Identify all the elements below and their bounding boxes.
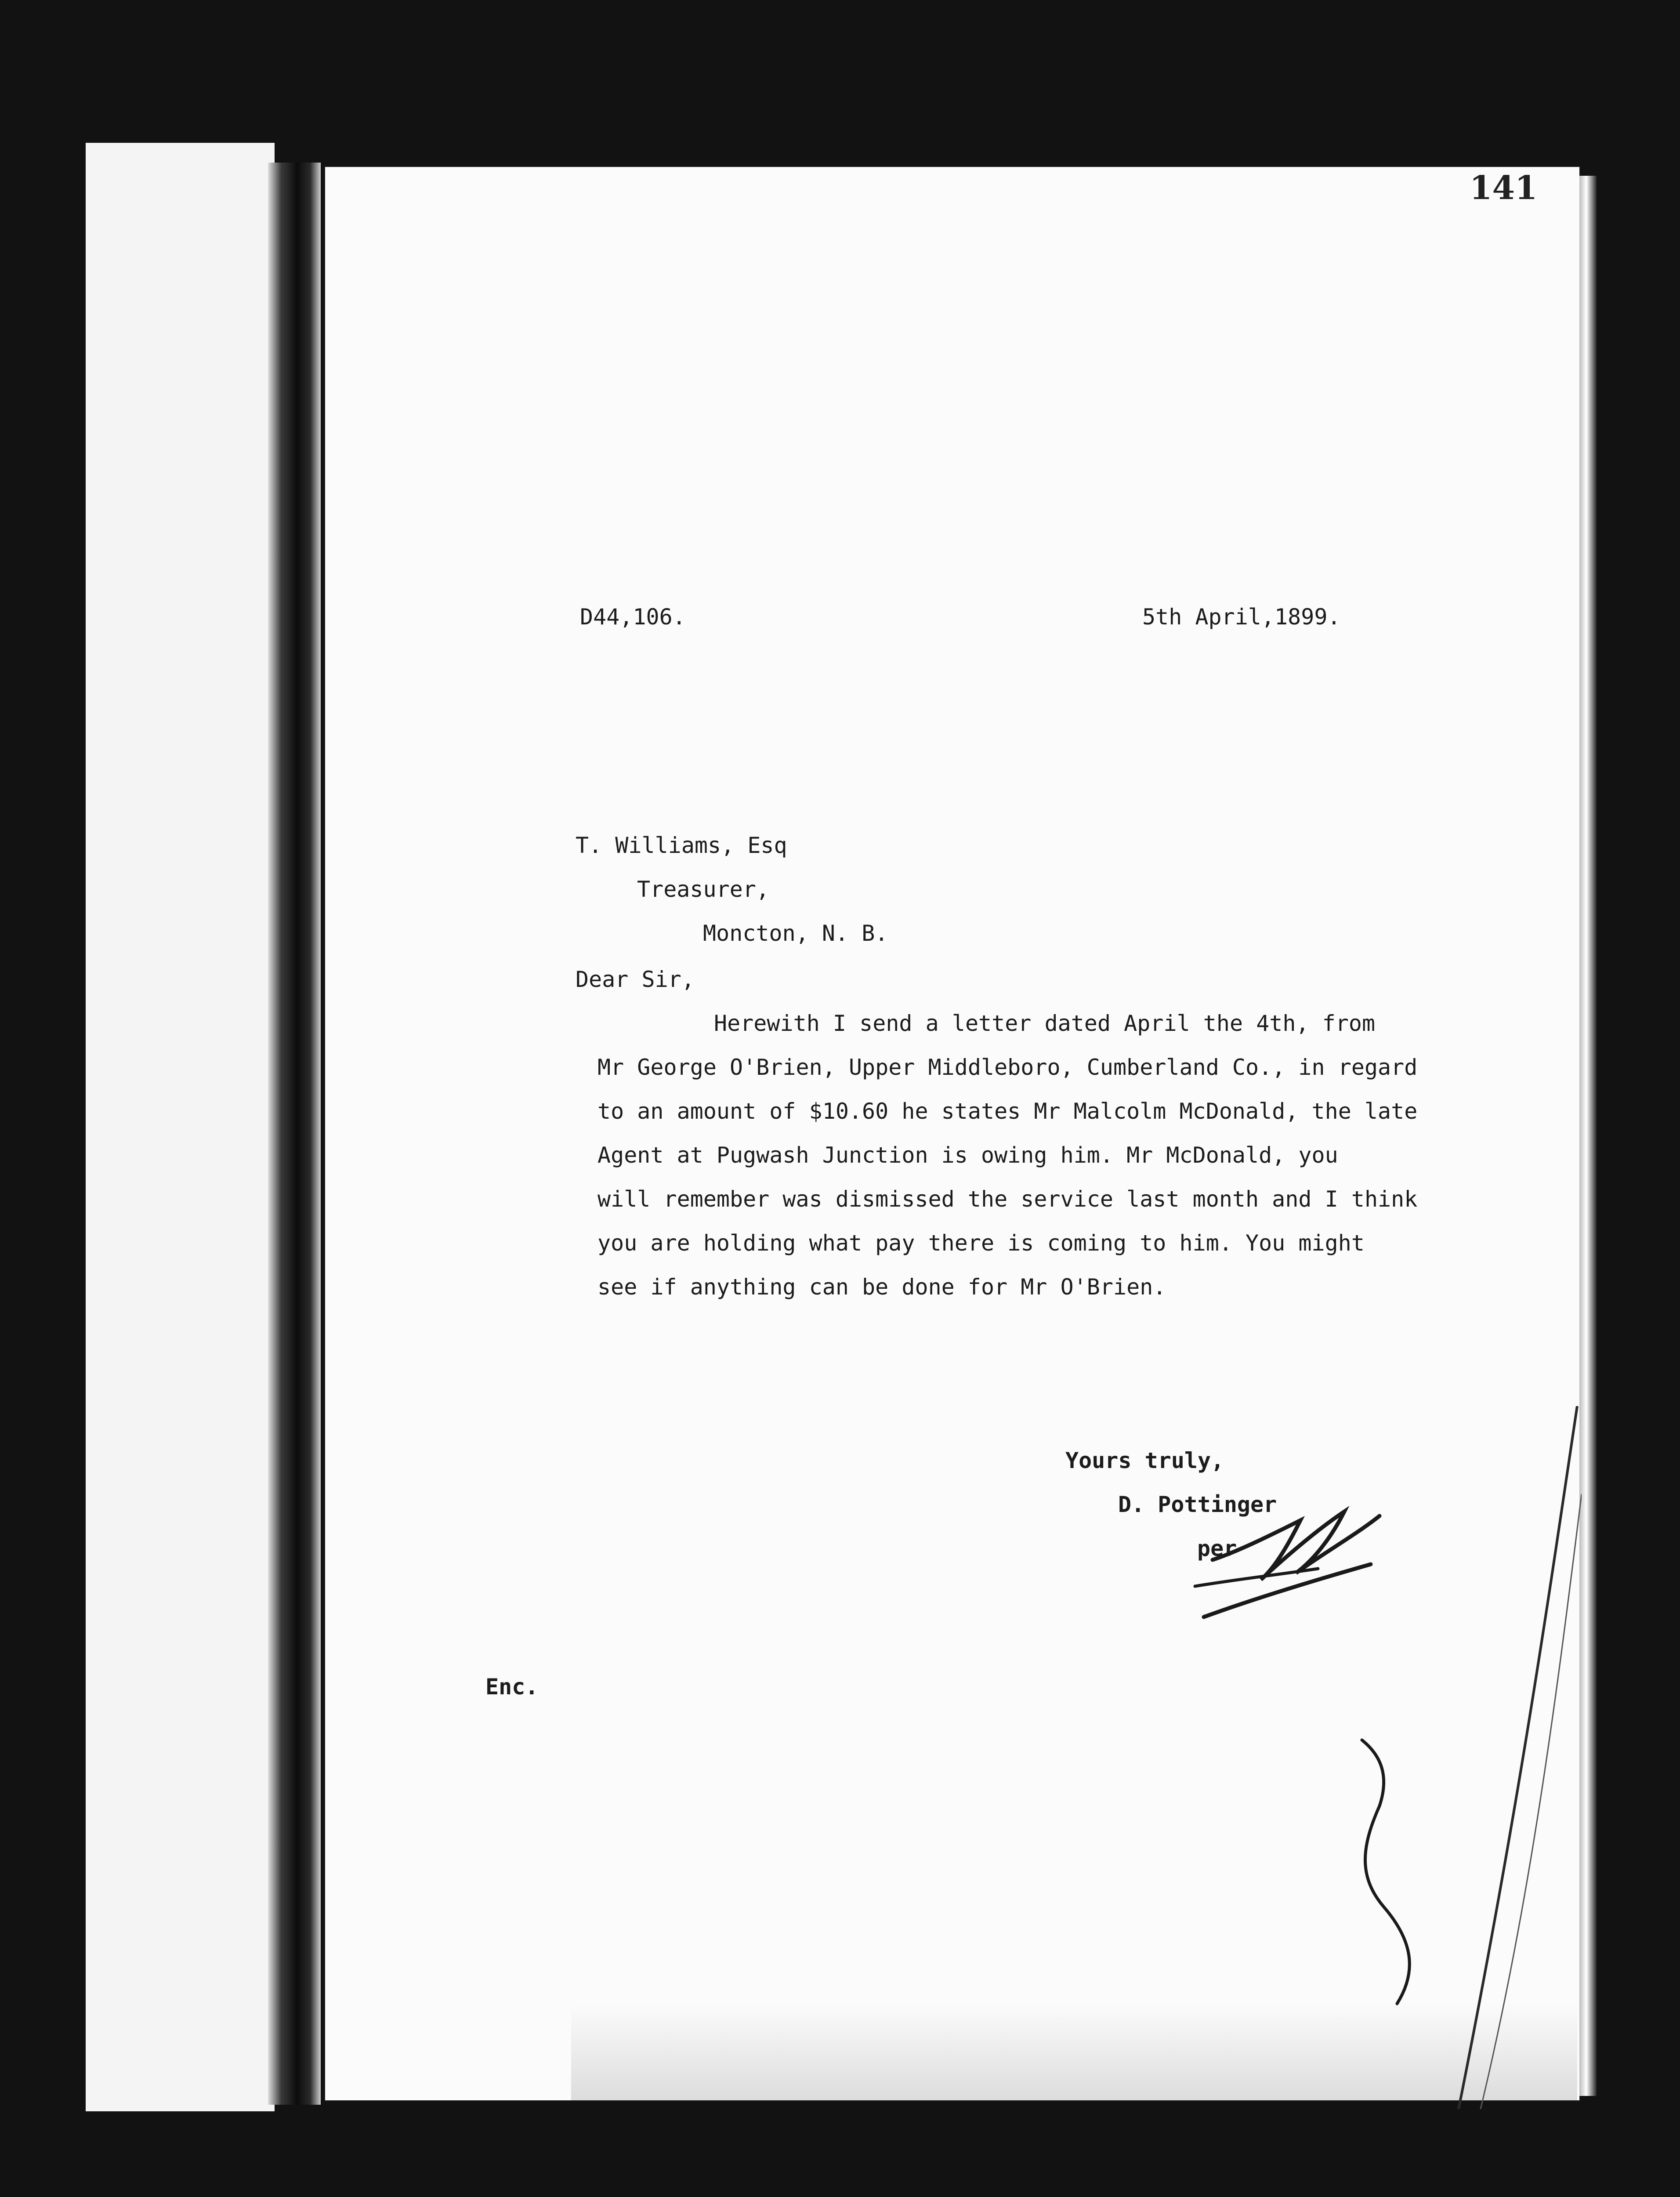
reference-number: D44,106. xyxy=(580,604,686,630)
body-line: you are holding what pay there is coming to him. You might xyxy=(597,1230,1365,1256)
body-line: will remember was dismissed the service last month and I think xyxy=(597,1186,1418,1212)
book-binding xyxy=(268,163,321,2105)
pencil-mark-icon xyxy=(1331,1731,1445,2012)
addressee-name: T. Williams, Esq xyxy=(576,833,787,858)
body-line: see if anything can be done for Mr O'Brien. xyxy=(597,1274,1166,1300)
page-crease-icon xyxy=(1450,1406,1582,2109)
enclosure-note: Enc. xyxy=(485,1674,539,1700)
addressee-title: Treasurer, xyxy=(637,877,770,902)
page-bottom-smudge xyxy=(571,2004,1577,2100)
signature-name: D. Pottinger xyxy=(1118,1492,1277,1517)
body-line: Herewith I send a letter dated April the 4th, from xyxy=(714,1011,1376,1036)
letter-date: 5th April,1899. xyxy=(1142,604,1341,630)
body-line: Agent at Pugwash Junction is owing him. Mr McDonald, you xyxy=(597,1142,1338,1168)
page-edge xyxy=(1579,176,1597,2096)
addressee-place: Moncton, N. B. xyxy=(703,921,888,946)
body-line: Mr George O'Brien, Upper Middleboro, Cumberland Co., in regard xyxy=(597,1055,1418,1080)
closing: Yours truly, xyxy=(1065,1448,1224,1473)
body-line: to an amount of $10.60 he states Mr Malcolm McDonald, the late xyxy=(597,1098,1418,1124)
facing-page-strip xyxy=(86,143,275,2111)
signature-per: per xyxy=(1197,1536,1237,1561)
handwritten-initials-icon xyxy=(1186,1485,1388,1626)
salutation: Dear Sir, xyxy=(576,967,695,992)
page-number: 141 xyxy=(1470,169,1538,207)
